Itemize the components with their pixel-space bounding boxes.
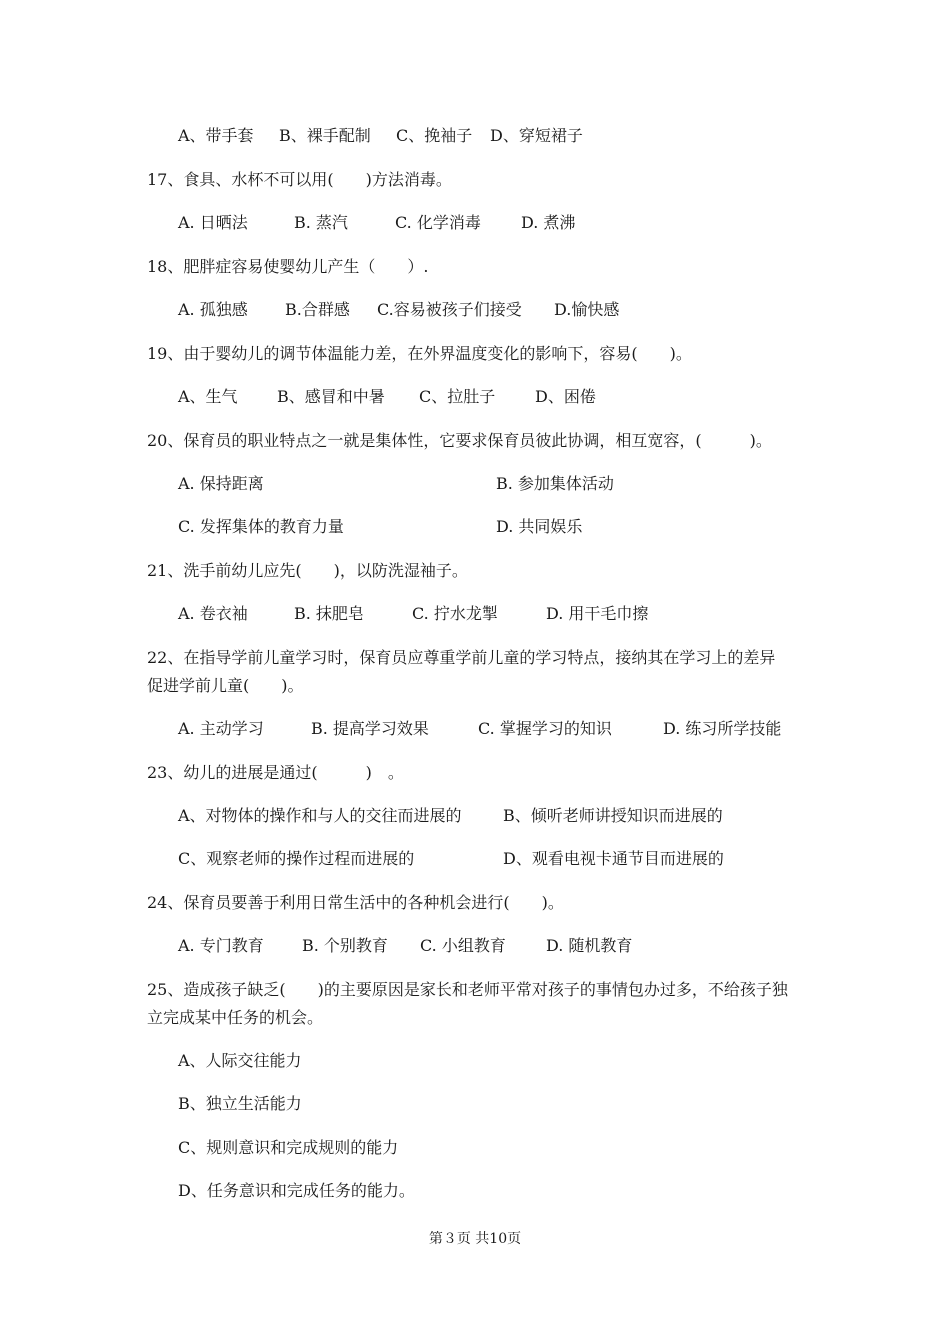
q16-option-c: C、挽袖子	[396, 126, 473, 145]
q23-option-a: A、对物体的操作和与人的交往而进展的	[178, 806, 462, 825]
q20-option-c: C. 发挥集体的教育力量	[178, 517, 344, 536]
q24-option-d: D. 随机教育	[546, 936, 633, 955]
q16-option-d: D、穿短裙子	[490, 126, 583, 145]
q25-option-a: A、人际交往能力	[178, 1051, 302, 1070]
q21-option-a: A. 卷衣袖	[178, 604, 248, 623]
q21-option-d: D. 用干毛巾擦	[546, 604, 649, 623]
q25-option-d: D、任务意识和完成任务的能力。	[178, 1181, 415, 1200]
q20-stem: 20、保育员的职业特点之一就是集体性，它要求保育员彼此协调，相互宽容，( )。	[147, 431, 772, 450]
q19-options	[178, 387, 596, 407]
q24-stem: 24、保育员要善于利用日常生活中的各种机会进行( )。	[147, 893, 564, 912]
q16-options	[178, 126, 583, 146]
q16-option-b: B、裸手配制	[279, 126, 371, 145]
q25-option-c: C、规则意识和完成规则的能力	[178, 1138, 399, 1157]
q18-option-b: B.合群感	[285, 300, 350, 319]
q22-option-b: B. 提高学习效果	[311, 719, 429, 738]
q21-stem: 21、洗手前幼儿应先( )，以防洗湿袖子。	[147, 561, 468, 580]
q17-stem: 17、食具、水杯不可以用( )方法消毒。	[147, 170, 452, 189]
q23-option-b: B、倾听老师讲授知识而进展的	[503, 806, 723, 825]
q18-options	[178, 300, 619, 320]
q21-option-b: B. 抹肥皂	[294, 604, 364, 623]
q17-option-c: C. 化学消毒	[395, 213, 481, 232]
q20-option-d: D. 共同娱乐	[496, 517, 583, 536]
q24-options	[178, 936, 632, 956]
q25-stem-line1: 25、造成孩子缺乏( )的主要原因是家长和老师平常对孩子的事情包办过多，不给孩子独	[147, 980, 788, 999]
q19-option-b: B、感冒和中暑	[277, 387, 385, 406]
q23-stem: 23、幼儿的进展是通过( ) 。	[147, 763, 404, 782]
q24-option-c: C. 小组教育	[420, 936, 506, 955]
q22-options	[178, 719, 781, 739]
q23-option-d: D、观看电视卡通节目而进展的	[503, 849, 724, 868]
q24-option-a: A. 专门教育	[178, 936, 264, 955]
q16-option-a: A、带手套	[178, 126, 254, 145]
q22-option-c: C. 掌握学习的知识	[478, 719, 612, 738]
page-footer: 第３页 共10页	[428, 1231, 522, 1247]
q22-option-d: D. 练习所学技能	[663, 719, 782, 738]
q17-options	[178, 213, 575, 233]
q17-option-b: B. 蒸汽	[294, 213, 348, 232]
q18-stem: 18、肥胖症容易使婴幼儿产生（ ）.	[147, 257, 429, 276]
q19-option-c: C、拉肚子	[419, 387, 496, 406]
q20-option-b: B. 参加集体活动	[496, 474, 614, 493]
q21-option-c: C. 拧水龙掣	[412, 604, 498, 623]
q22-stem-line1: 22、在指导学前儿童学习时，保育员应尊重学前儿童的学习特点，接纳其在学习上的差异	[147, 648, 776, 667]
q18-option-c: C.容易被孩子们接受	[377, 300, 522, 319]
q19-stem: 19、由于婴幼儿的调节体温能力差，在外界温度变化的影响下，容易( )。	[147, 344, 692, 363]
q21-options	[178, 604, 648, 624]
q20-option-a: A. 保持距离	[178, 474, 264, 493]
q22-option-a: A. 主动学习	[178, 719, 264, 738]
q25-stem-line2: 立完成某中任务的机会。	[147, 1008, 324, 1027]
q23-option-c: C、观察老师的操作过程而进展的	[178, 849, 415, 868]
q22-stem-line2: 促进学前儿童( )。	[147, 676, 304, 695]
q17-option-a: A. 日晒法	[178, 213, 248, 232]
q18-option-d: D.愉快感	[554, 300, 620, 319]
q24-option-b: B. 个别教育	[302, 936, 388, 955]
q19-option-a: A、生气	[178, 387, 238, 406]
q17-option-d: D. 煮沸	[521, 213, 576, 232]
q18-option-a: A. 孤独感	[178, 300, 248, 319]
q25-option-b: B、独立生活能力	[178, 1094, 302, 1113]
q19-option-d: D、困倦	[535, 387, 596, 406]
